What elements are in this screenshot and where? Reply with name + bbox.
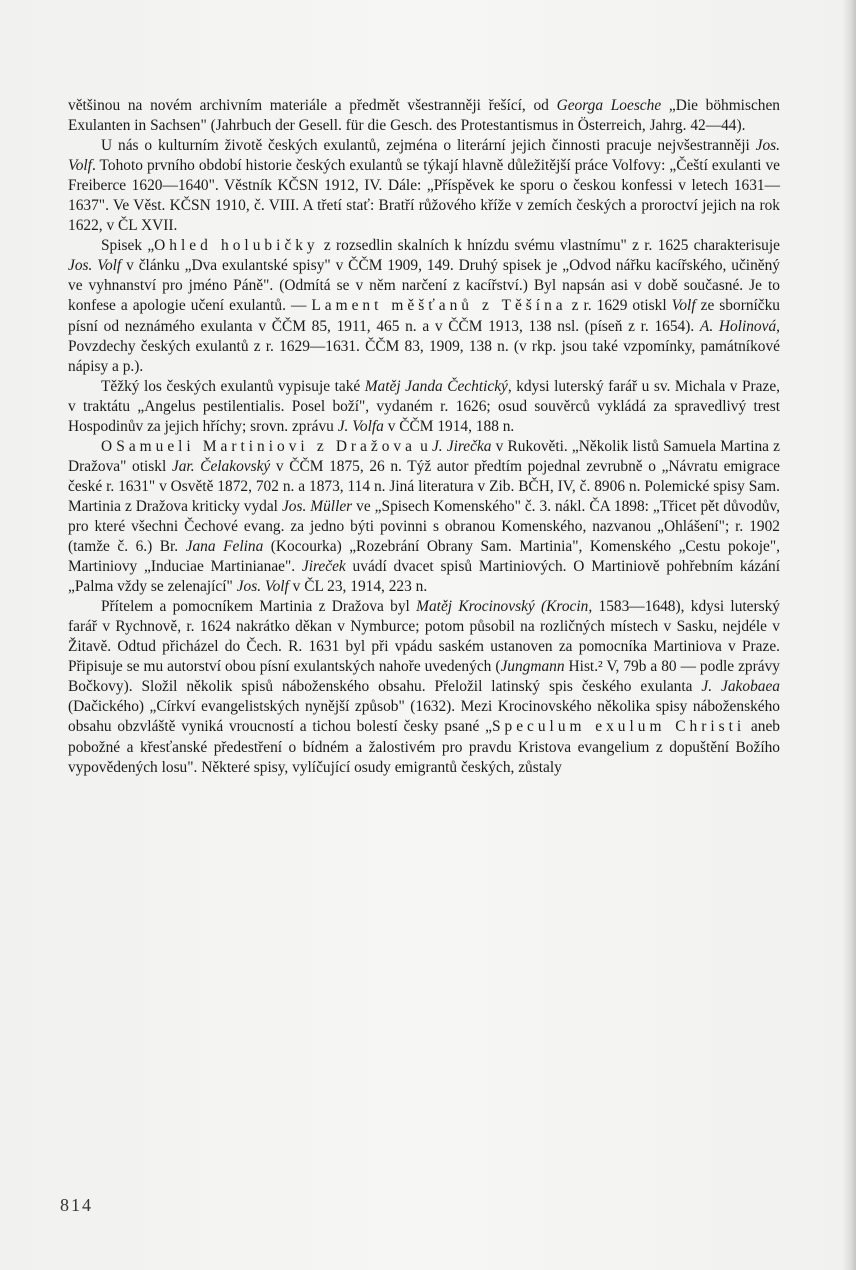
author-name: Jana Felina bbox=[185, 538, 264, 556]
paragraph-2 bbox=[68, 136, 780, 236]
spaced-title: Ohled holubičky bbox=[154, 237, 319, 255]
author-name: Volf bbox=[671, 297, 696, 315]
text-run: v ČČM 1875, 26 n. Týž autor předtím pojednal zevrubně o „Návratu emigrace české r. 1631" v Osvětě 1872, 702 n. a 1873, 114 n. Jiná literatura v Zib. BČH, IV, č. 8906 n. Polemické spisy Sam. Martinia z Dražova kriticky vydal bbox=[68, 457, 780, 515]
text-run: Těžký los českých exulantů vypisuje také bbox=[101, 377, 365, 395]
body-text bbox=[68, 96, 780, 778]
text-run: u bbox=[415, 437, 432, 455]
text-run: v ČL 23, 1914, 223 n. bbox=[288, 578, 428, 596]
paragraph-6 bbox=[68, 597, 780, 777]
text-run: aneb pobožné a křesťanské předestření o bídném a žalostivém pro pravdu Kristova evangelium z dopuštění Božího vypovědených losu". Některé spisy, vylíčující osudy emigrantů českých, zůstaly bbox=[68, 718, 780, 776]
text-run: uvádí dvacet spisů Martiniových. O Martiniově pohřebním kázání „Palma vždy se zelenající" bbox=[68, 558, 780, 596]
author-name: J. Jakobaea bbox=[701, 678, 781, 696]
paragraph-5 bbox=[68, 437, 780, 597]
author-name: Jos. Volf bbox=[68, 257, 122, 275]
text-run: (Kocourka) „Rozebrání Obrany Sam. Martinia", Komenského „Cestu pokoje", Martiniovy „Induciae Martinianae". bbox=[68, 538, 780, 576]
spaced-title: Lament měšťanů z Těšína bbox=[311, 297, 567, 315]
text-run: v článku „Dva exulantské spisy" v ČČM 1909, 149. Druhý spisek je „Odvod nářku kacířského, učiněný ve vyhnanství pro jméno Páně". (Odmítá se v něm narčení z kacířství.) Byl napsán asi v době současné. Je to konfese a apologie učení exulantů. — bbox=[68, 257, 780, 315]
spaced-title: Samueli Martiniovi z Dražova bbox=[116, 437, 416, 455]
text-run: U nás o kulturním životě českých exulantů, zejména o literární jejich činnosti pracuje nejvšestranněji bbox=[101, 137, 756, 155]
text-run: ze sborníčku písní od neznámého exulanta v ČČM 85, 1911, 465 n. a v ČČM 1913, 138 nsl. (píseň z r. 1654). bbox=[68, 297, 781, 335]
text-run: většinou na novém archivním materiále a předmět všestranněji řešící, od bbox=[68, 97, 557, 114]
author-name: Jos. Volf bbox=[236, 578, 289, 596]
author-name: Matěj Krocinovský (Krocin, bbox=[416, 598, 593, 616]
text-run: (Dačického) „Církví evangelistských nynější způsob" (1632). Mezi Krocinovského několika spisy náboženského obsahu obzvláště vyniká vroucností a tichou bolestí česky psané „ bbox=[68, 698, 780, 736]
author-name: A. Holinová, bbox=[699, 317, 780, 335]
text-run: . Tohoto prvního období historie českých exulantů se týkají hlavně důležitější práce Volfovy: „Čeští exulanti ve Freiberce 1620—1640". Věstník KČSN 1912, IV. Dále: „Příspěvek ke sporu o českou konfessi v letech 1631—1637". Ve Věst. KČSN 1910, č. VIII. A třetí stať: Bratří růžového kříže v zemích českých a proroctví jejich na rok 1622, v ČL XVII. bbox=[68, 157, 780, 235]
page-number: 814 bbox=[60, 1195, 93, 1215]
text-run: 1583—1648), kdysi luterský farář v Rychnově, r. 1624 nakrátko děkan v Nymburce; potom působil na rozličných místech v Sasku, nejdéle v Žitavě. Odtud přicházel do Čech. R. 1631 byl při vpádu saském ustanoven za pomocníka Martiniova v Praze. Připisuje se mu autorství obou písní exulantských nahoře uvedených ( bbox=[68, 598, 781, 676]
paragraph-1 bbox=[68, 96, 780, 136]
author-name: J. Jirečka bbox=[431, 437, 492, 455]
author-name: Matěj Janda Čechtický bbox=[364, 377, 508, 395]
author-name: Jungmann bbox=[500, 658, 565, 676]
text-run: Spisek „ bbox=[101, 237, 155, 255]
text-run: O bbox=[101, 437, 117, 455]
author-name: Georga Loesche bbox=[556, 97, 662, 114]
spaced-title: Speculum exulum Christi bbox=[491, 718, 746, 736]
page-spine-shadow bbox=[842, 0, 856, 1270]
text-run: ve „Spisech Komenského" č. 3. nákl. ČA 1898: „Třicet pět důvodův, pro které všechni Čechové evang. za jedno býti povinni s obranou Komenského, nazvanou „Ohlášení"; r. 1902 (tamže č. 6.) Br. bbox=[68, 497, 780, 556]
text-run: z r. 1629 otiskl bbox=[566, 297, 672, 315]
author-name: Jos. Müller bbox=[281, 497, 353, 515]
text-run: v ČČM 1914, 188 n. bbox=[383, 417, 515, 435]
text-run: Přítelem a pomocníkem Martinia z Dražova byl bbox=[101, 598, 417, 616]
text-run: Hist.² V, 79b a 80 — podle zprávy Bočkovy). Složil několik spisů náboženského obsahu. Přeložil latinský spis českého exulanta bbox=[68, 658, 780, 696]
text-run: „Die böhmischen Exulanten in Sachsen" (Jahrbuch der Gesell. für die Gesch. des Protestantismus in Österreich, Jahrg. 42—44). bbox=[68, 97, 781, 135]
text-run: v Rukověti. „Několik listů Samuela Martina z Dražova" otiskl bbox=[68, 437, 780, 475]
paragraph-3 bbox=[68, 236, 780, 376]
author-name: Jos. Volf bbox=[68, 137, 780, 175]
author-name: J. Volfa bbox=[337, 417, 384, 435]
text-run: , kdysi luterský farář u sv. Michala v Praze, v traktátu „Angelus pestilentialis. Posel boží", vydaném r. 1626; osud souvěrců vykládá za spravedlivý trest Hospodinův za jejich hříchy; srovn. zprávu bbox=[68, 377, 781, 435]
paragraph-4 bbox=[68, 377, 780, 437]
text-run: z rozsedlin skalních k hnízdu svému vlastnímu" z r. 1625 charakterisuje bbox=[318, 237, 780, 255]
author-name: Jar. Čelakovský bbox=[171, 457, 271, 475]
text-run: Povzdechy českých exulantů z r. 1629—1631. ČČM 83, 1909, 138 n. (v rkp. jsou také vzpomínky, památníkové nápisy a p.). bbox=[68, 337, 780, 375]
author-name: Jireček bbox=[301, 558, 346, 576]
